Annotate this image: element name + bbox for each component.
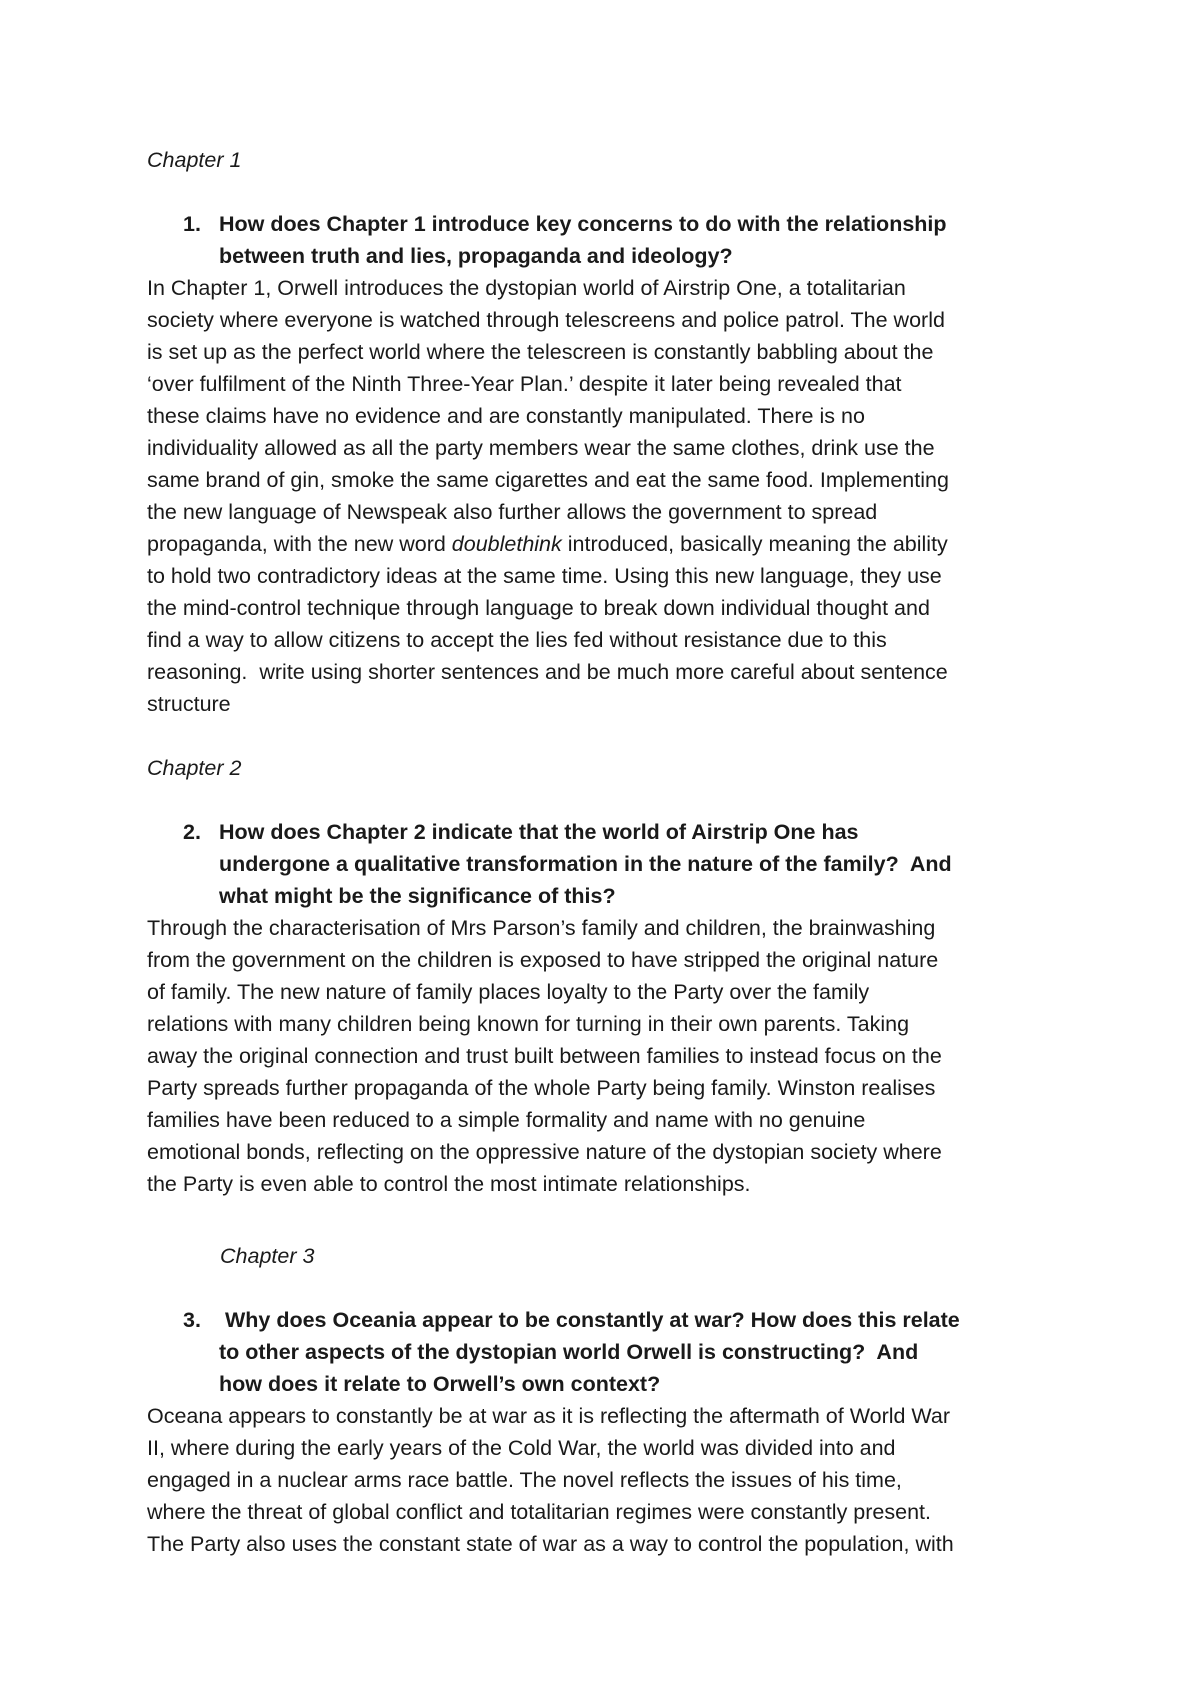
question-2-line: undergone a qualitative transformation in the nature of the family? And [219, 852, 952, 876]
answer-1-line: the mind-control technique through language to break down individual thought and [147, 596, 930, 620]
question-2-line: How does Chapter 2 indicate that the world of Airstrip One has [219, 820, 859, 844]
answer-2-line: away the original connection and trust built between families to instead focus on the [147, 1044, 942, 1068]
question-1-line: between truth and lies, propaganda and ideology? [219, 244, 733, 268]
answer-2-line: from the government on the children is exposed to have stripped the original nature [147, 948, 939, 972]
question-1-line: How does Chapter 1 introduce key concerns to do with the relationship [219, 212, 947, 236]
answer-1-line: is set up as the perfect world where the telescreen is constantly babbling about the [147, 340, 934, 364]
answer-3-line: engaged in a nuclear arms race battle. The novel reflects the issues of his time, [147, 1468, 902, 1492]
answer-1-line: same brand of gin, smoke the same cigarettes and eat the same food. Implementing [147, 468, 949, 492]
answer-1-line: these claims have no evidence and are constantly manipulated. There is no [147, 404, 865, 428]
answer-1-text: propaganda, with the new word [147, 532, 452, 556]
question-2-line: what might be the significance of this? [219, 884, 616, 908]
answer-1-line: individuality allowed as all the party members wear the same clothes, drink use the [147, 436, 935, 460]
question-3-line: how does it relate to Orwell’s own context? [219, 1372, 661, 1396]
question-3-line: Why does Oceania appear to be constantly at war? How does this relate [219, 1308, 960, 1332]
answer-3-line: The Party also uses the constant state of war as a way to control the population, with [147, 1532, 954, 1556]
answer-2-line: Through the characterisation of Mrs Parson’s family and children, the brainwashing [147, 916, 936, 940]
answer-2-line: relations with many children being known for turning in their own parents. Taking [147, 1012, 910, 1036]
answer-1-line: to hold two contradictory ideas at the same time. Using this new language, they use [147, 564, 942, 588]
answer-1-line: the new language of Newspeak also further allows the government to spread [147, 500, 878, 524]
answer-2-line: the Party is even able to control the most intimate relationships. [147, 1172, 751, 1196]
answer-2-line: Party spreads further propaganda of the whole Party being family. Winston realises [147, 1076, 936, 1100]
chapter-1-heading: Chapter 1 [147, 148, 242, 172]
answer-2-line: families have been reduced to a simple formality and name with no genuine [147, 1108, 866, 1132]
question-3-line: to other aspects of the dystopian world Orwell is constructing? And [219, 1340, 919, 1364]
answer-3-line: where the threat of global conflict and totalitarian regimes were constantly present. [147, 1500, 931, 1524]
answer-1-line: In Chapter 1, Orwell introduces the dystopian world of Airstrip One, a totalitarian [147, 276, 906, 300]
question-2-number: 2. [183, 820, 201, 844]
answer-2-line: of family. The new nature of family places loyalty to the Party over the family [147, 980, 870, 1004]
chapter-3-heading: Chapter 3 [220, 1244, 315, 1268]
answer-3-line: II, where during the early years of the Cold War, the world was divided into and [147, 1436, 896, 1460]
answer-1-line: find a way to allow citizens to accept the lies fed without resistance due to this [147, 628, 887, 652]
answer-3-line: Oceana appears to constantly be at war as it is reflecting the aftermath of World War [147, 1404, 951, 1428]
answer-1-line [147, 528, 948, 560]
question-3-number: 3. [183, 1308, 201, 1332]
question-1-number: 1. [183, 212, 201, 236]
answer-1-text: introduced, basically meaning the ability [561, 532, 948, 556]
answer-1-line: society where everyone is watched through telescreens and police patrol. The world [147, 308, 945, 332]
answer-1-line: structure [147, 692, 231, 716]
chapter-2-heading: Chapter 2 [147, 756, 242, 780]
doublethink-emphasis: doublethink [451, 532, 562, 556]
answer-1-line: reasoning. write using shorter sentences and be much more careful about sentence [147, 660, 948, 684]
answer-1-line: ‘over fulfilment of the Ninth Three-Year Plan.’ despite it later being revealed that [147, 372, 902, 396]
answer-2-line: emotional bonds, reflecting on the oppressive nature of the dystopian society where [147, 1140, 942, 1164]
